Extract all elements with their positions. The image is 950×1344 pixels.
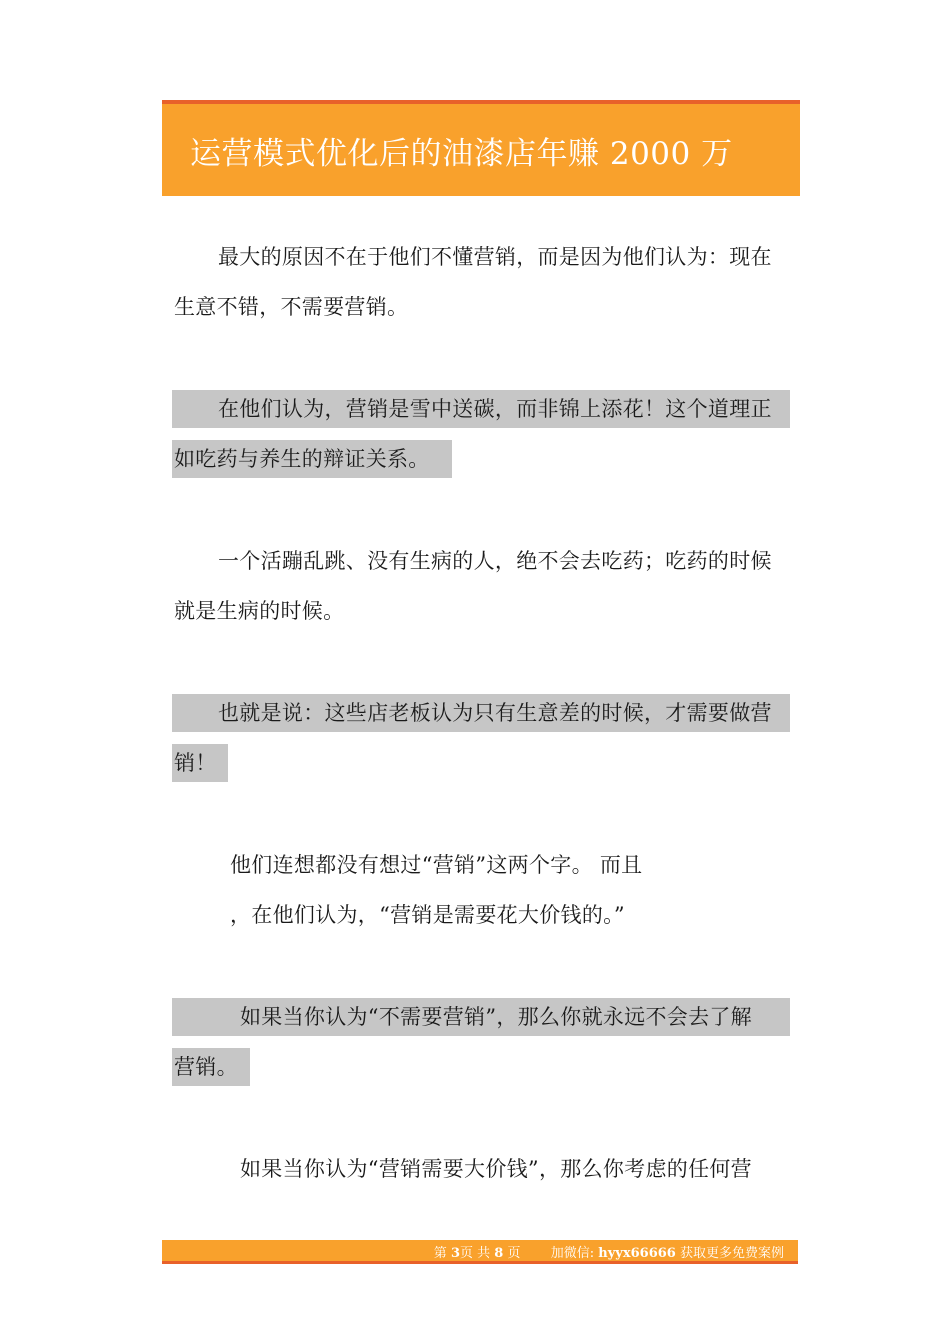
page-suffix: 页 [507,1246,521,1261]
highlighted-paragraph-6-line-2: 营销。 [172,1048,250,1086]
highlighted-paragraph-6-line-1: 如果当你认为“不需要营销”，那么你就永远不会去了解 [172,998,790,1036]
wechat-label: 加微信: [550,1246,595,1261]
page-title: 运营模式优化后的油漆店年赚 2000 万 [190,136,733,172]
highlighted-paragraph-4-line-2: 销！ [172,744,228,782]
highlighted-paragraph-2-line-1: 在他们认为，营销是雪中送碳，而非锦上添花！这个道理正 [172,390,790,428]
paragraph-5-line-2: ，在他们认为，“营销是需要花大价钱的。” [230,903,625,927]
wechat-id: hyyx66666 [598,1246,676,1261]
paragraph-3-line-2: 就是生病的时候。 [174,599,345,623]
paragraph-1-line-1: 最大的原因不在于他们不懂营销，而是因为他们认为：现在 [218,245,772,269]
highlighted-paragraph-2-line-2: 如吃药与养生的辩证关系。 [172,440,452,478]
highlighted-paragraph-4-line-1: 也就是说：这些店老板认为只有生意差的时候，才需要做营 [172,694,790,732]
page-number: 3 [450,1246,460,1261]
footer-banner [162,1240,798,1264]
title-banner [162,100,800,196]
paragraph-1-line-2: 生意不错，不需要营销。 [174,295,409,319]
wechat-tail: 获取更多免费案例 [679,1246,784,1261]
footer-text [434,1242,784,1261]
page-mid: 页 共 [460,1246,491,1261]
paragraph-3-line-1: 一个活蹦乱跳、没有生病的人，绝不会去吃药；吃药的时候 [218,549,772,573]
paragraph-5-line-1: 他们连想都没有想过“营销”这两个字。 而且 [230,853,643,877]
page-prefix: 第 [433,1246,447,1261]
page-total: 8 [494,1246,504,1261]
paragraph-7-line-1: 如果当你认为“营销需要大价钱”，那么你考虑的任何营 [240,1157,752,1181]
